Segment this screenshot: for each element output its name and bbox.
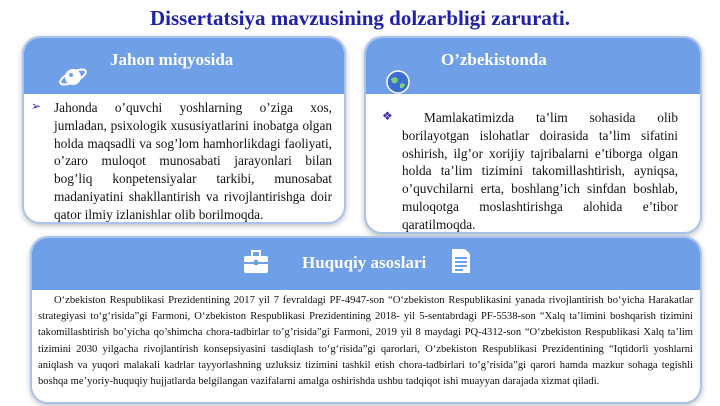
planet-icon <box>58 62 88 97</box>
right-card-heading: O’zbekistonda <box>441 50 547 69</box>
bottom-card-heading: Huquqiy asoslari <box>302 253 427 272</box>
bottom-card-body: O‘zbekiston Respublikasi Prezidentining 2017 yil 7 fevraldagi PF-4947-son “O‘zbekiston Respublikasini yanada rivojlantirish bo‘yicha Harakatlar strategiyasi to‘g‘risida”gi Farmoni, O‘zbekiston Respublikasi Prezidentining 2018- yil 5-sentabrdagi PF-5538-son “Xalq ta’limini boshqarish tizimini takomillashtirish bo’yicha qo’shimcha chora-tadbirlar to’g’risida”gi Farmoni, 2019 yil 8 maydagi PQ-4312-son “O‘zbekiston Respublikasi Xalq ta’lim tizimini 2030 yilgacha rivojlantirish konsepsiyasini tasdiqlash to‘g‘risida”gi qarorlari, O‘zbekiston Respublikasi Prezidentining “Iqtidorli yoshlarni aniqlash va yuqori malakali kadrlar tayyorlashning uzluksiz tizimini tashkil etish chora-tadbirlari to’g’risida”gi qarori hamda mazkur sohaga tegishli boshqa me’yoriy-huquqiy hujjatlarda belgilangan vazifalarni amalga oshirishda ushbu tadqiqot ishi muayyan darajada xizmat qiladi. <box>38 295 693 388</box>
left-card-body: Jahonda o’quvchi yoshlarning o’ziga xos, jumladan, psixologik xususiyatlarini inobatga olgan holda maqsadli va sog’lom hamhorlikdagi faoliyati, o’zaro muloqot munosabati jarayonlari bilan bog’liq konpetensiyalar tarkibi, munosabat madaniyatini shakllantirish va rivojlantirishga doir qator ilmiy izlanishlar olib borilmoqda. <box>54 100 332 222</box>
page-title: Dissertatsiya mavzusining dolzarbligi zarurati. <box>150 6 570 30</box>
right-card-body: Mamlakatimizda ta’lim sohasida olib borilayotgan islohatlar doirasida ta’lim sifatini oshirish, ilg’or xorijiy tajribalarni e’tiborga olgan holda ta’lim tizimini takomillashtirish, ayniqsa, o’quvchilarni erta, boshlang’ich sinfdan boshlab, muloqotga moslashtirishga alohida e’tibor qaratilmoqda. <box>402 110 678 232</box>
diamond-bullet-icon: ❖ <box>382 109 393 123</box>
briefcase-icon <box>242 248 270 281</box>
arrow-bullet-icon: ➢ <box>31 99 42 113</box>
document-icon <box>450 248 472 279</box>
left-card-heading: Jahon miqyosida <box>110 50 234 69</box>
globe-icon <box>386 70 410 99</box>
